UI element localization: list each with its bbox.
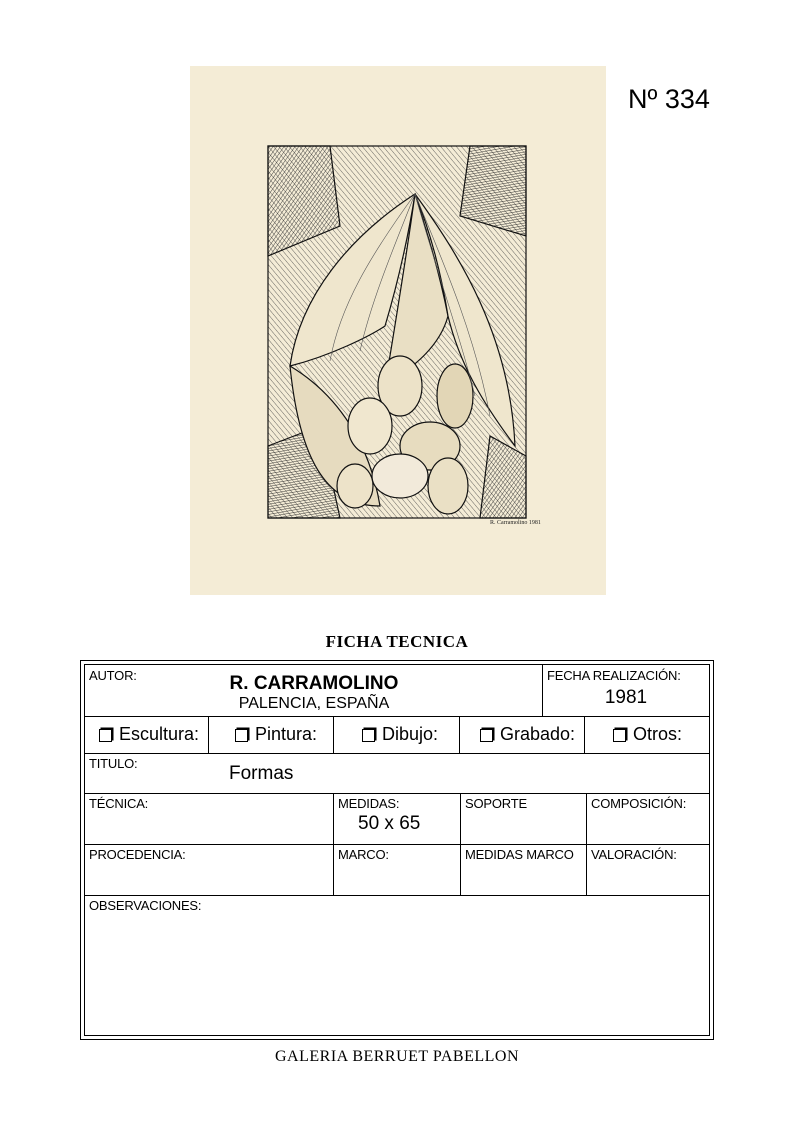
artwork-signature: R. Carramolino 1981 xyxy=(490,520,541,526)
medidas-marco-label: MEDIDAS MARCO xyxy=(465,847,574,862)
valoracion-cell xyxy=(587,844,709,895)
checkbox-icon[interactable] xyxy=(99,729,112,742)
marco-cell xyxy=(334,844,461,895)
type-row xyxy=(85,716,709,754)
catalog-number: Nº 334 xyxy=(628,84,710,114)
autor-cell xyxy=(85,665,543,716)
observaciones-label: OBSERVACIONES: xyxy=(89,898,202,913)
fecha-value: 1981 xyxy=(604,687,648,708)
autor-name: R. CARRAMOLINO xyxy=(229,673,399,694)
valoracion-label: VALORACIÓN: xyxy=(591,847,677,862)
procedencia-label: PROCEDENCIA: xyxy=(89,847,186,862)
gallery-footer: GALERIA BERRUET PABELLON xyxy=(274,1048,519,1065)
checkbox-icon[interactable] xyxy=(613,729,626,742)
autor-origin: PALENCIA, ESPAÑA xyxy=(238,695,390,712)
soporte-label: SOPORTE xyxy=(465,796,527,811)
procedencia-row xyxy=(85,844,709,896)
technical-card xyxy=(80,660,714,1040)
tecnica-cell xyxy=(85,793,334,844)
titulo-value: Formas xyxy=(229,763,294,784)
titulo-label: TITULO: xyxy=(89,756,138,771)
procedencia-cell xyxy=(85,844,334,895)
artwork-image xyxy=(190,66,606,595)
medidas-marco-cell xyxy=(461,844,587,895)
observaciones-cell xyxy=(85,895,709,1035)
medidas-value: 50 x 65 xyxy=(358,813,421,834)
type-escultura[interactable]: Escultura: xyxy=(85,716,209,753)
titulo-row xyxy=(85,753,709,794)
composicion-label: COMPOSICIÓN: xyxy=(591,796,687,811)
checkbox-icon[interactable] xyxy=(235,729,248,742)
type-grabado[interactable]: Grabado: xyxy=(460,716,585,753)
checkbox-icon[interactable] xyxy=(480,729,493,742)
marco-label: MARCO: xyxy=(338,847,389,862)
type-dibujo[interactable]: Dibujo: xyxy=(334,716,460,753)
autor-label: AUTOR: xyxy=(89,668,137,683)
medidas-label: MEDIDAS: xyxy=(338,796,400,811)
composicion-cell xyxy=(587,793,709,844)
type-otros[interactable]: Otros: xyxy=(585,716,709,753)
tecnica-label: TÉCNICA: xyxy=(89,796,149,811)
sheet-title: FICHA TECNICA xyxy=(325,632,469,651)
tecnica-row xyxy=(85,793,709,845)
autor-row xyxy=(85,665,709,717)
soporte-cell xyxy=(461,793,587,844)
type-pintura[interactable]: Pintura: xyxy=(209,716,334,753)
fecha-label: FECHA REALIZACIÓN: xyxy=(547,668,681,683)
fecha-cell xyxy=(543,665,709,716)
checkbox-icon[interactable] xyxy=(362,729,375,742)
medidas-cell xyxy=(334,793,461,844)
